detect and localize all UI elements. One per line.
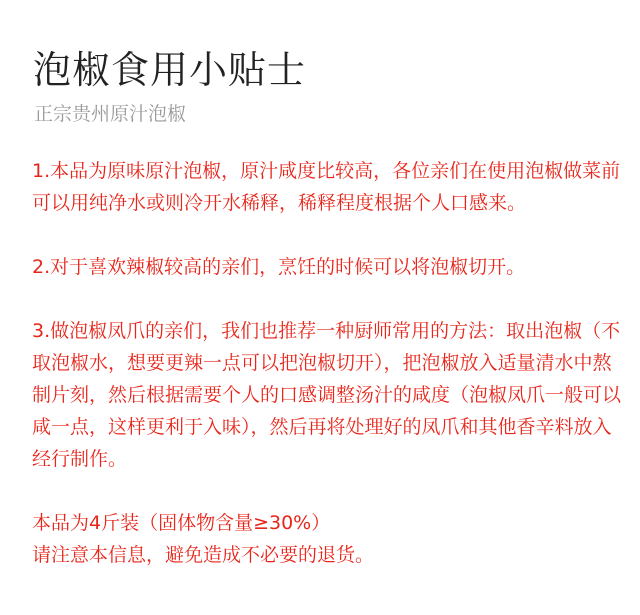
tip-2: 2.对于喜欢辣椒较高的亲们，烹饪的时候可以将泡椒切开。 [32,256,526,278]
tip-3: 3.做泡椒凤爪的亲们，我们也推荐一种厨师常用的方法：取出泡椒（不取泡椒水，想要更辣一点可以把泡椒切开），把泡椒放入适量清水中熬制片刻，然后根据需要个人的口感调整汤汁的咸度（泡椒凤爪一般可以咸一点，这样更利于入味），然后再将处理好的凤爪和其他香辛料放入经行制作。 [32,320,622,470]
tip-1: 1.本品为原味原汁泡椒，原汁咸度比较高，各位亲们在使用泡椒做菜前可以用纯净水或则冷开水稀释，稀释程度根据个人口感来。 [32,160,621,214]
notice [32,507,622,571]
page-title: 泡椒食用小贴士 [33,48,307,92]
page-subtitle: 正宗贵州原汁泡椒 [34,103,187,125]
notice-return-warning: 请注意本信息，避免造成不必要的退货。 [32,544,375,566]
notice-package-info: 本品为4斤装（固体物含量≥30%） [32,512,331,534]
tips-content [32,155,622,571]
